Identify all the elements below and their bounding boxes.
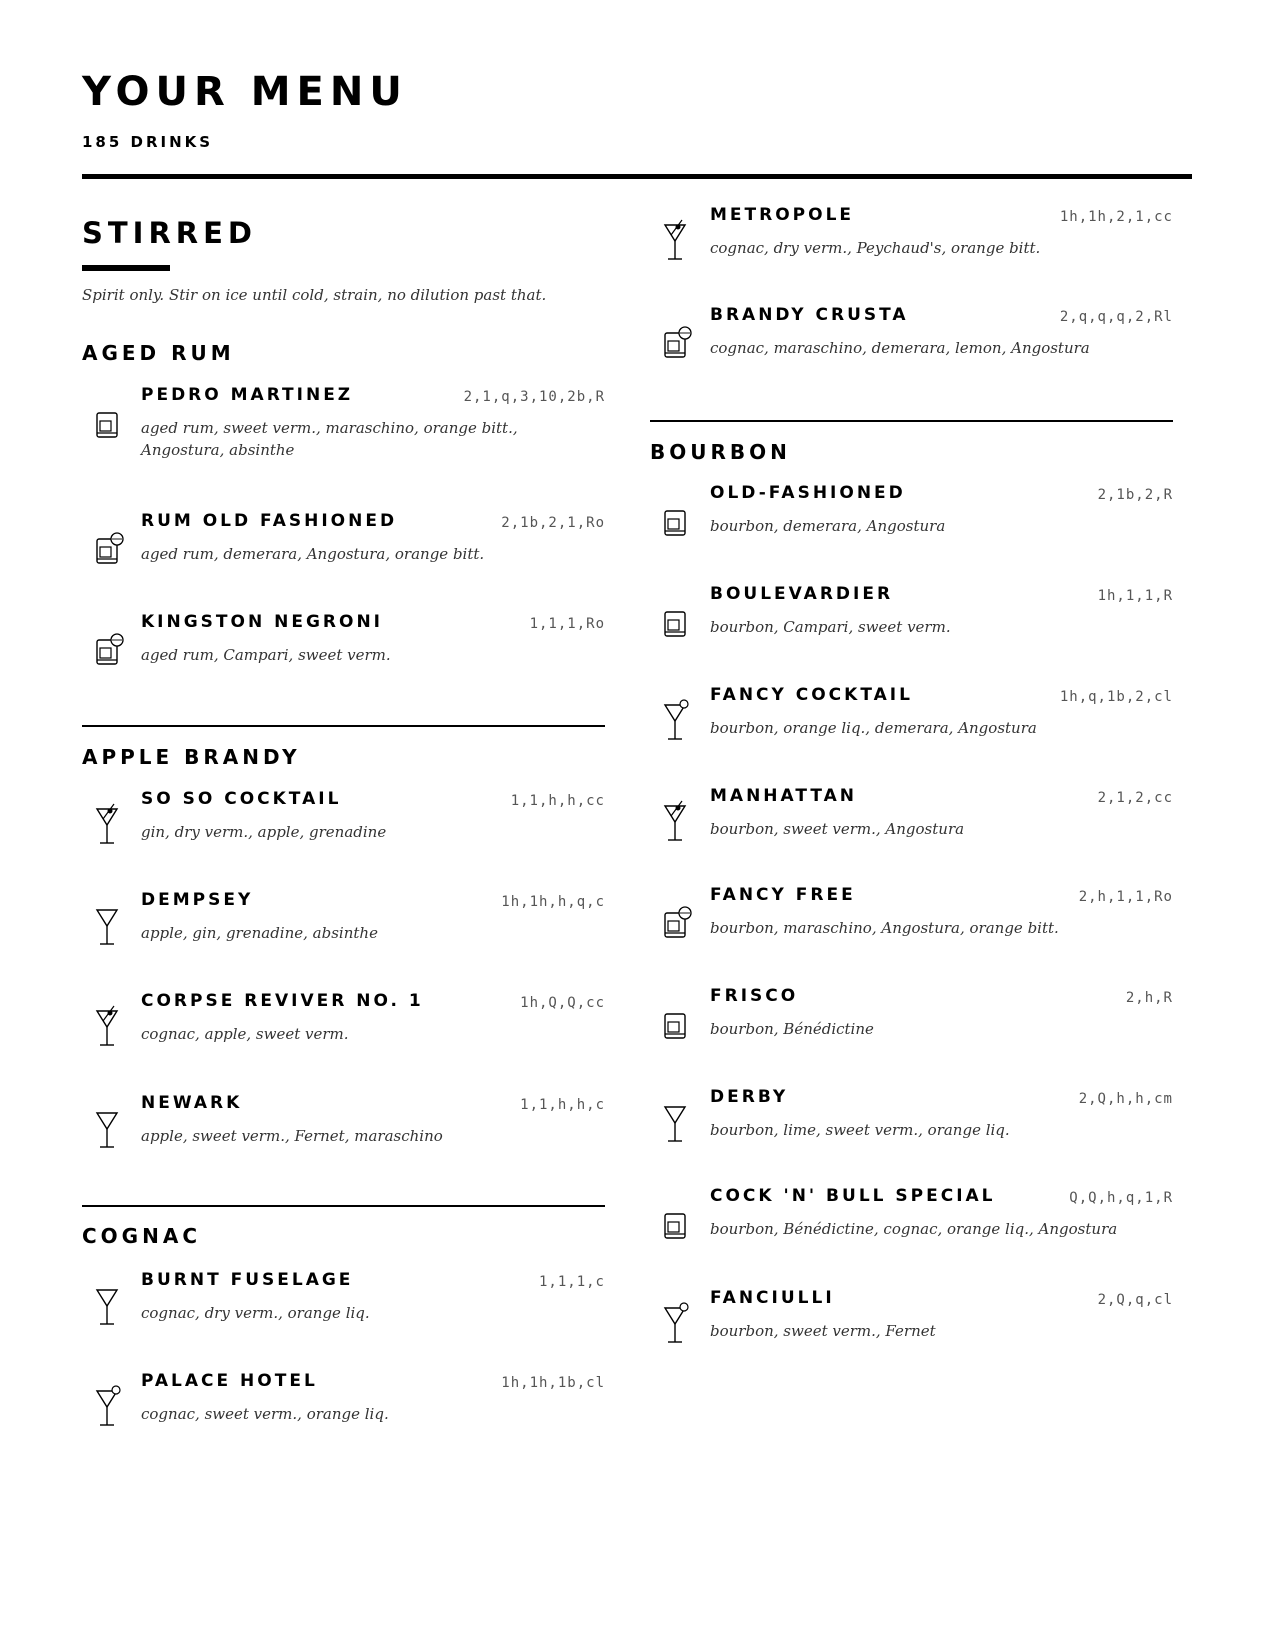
drink-code: 1h,1h,1b,cl — [501, 1375, 605, 1391]
drink-ingredients: cognac, apple, sweet verm. — [141, 1025, 349, 1043]
page-title: YOUR MENU — [82, 69, 408, 115]
cocktail-glass-olive-icon — [92, 1001, 122, 1057]
rocks-glass-orange-icon — [92, 622, 122, 678]
rocks-glass-icon — [660, 493, 690, 549]
drink-ingredients: bourbon, Bénédictine — [710, 1020, 874, 1038]
cocktail-glass-olive-icon — [660, 796, 690, 852]
drink-ingredients: aged rum, demerara, Angostura, orange bitt. — [141, 545, 485, 563]
drink-name: METROPOLE — [710, 205, 855, 225]
drink-item-corpse-reviver-no-1 — [92, 991, 605, 1071]
drink-ingredients: bourbon, sweet verm., Fernet — [710, 1322, 936, 1340]
cocktail-glass-lemon-icon — [660, 695, 690, 751]
section-title: STIRRED — [82, 216, 258, 250]
drink-name: SO SO COCKTAIL — [141, 789, 342, 809]
drink-code: 1h,1h,h,q,c — [501, 894, 605, 910]
drink-count: 185 DRINKS — [82, 133, 214, 151]
drink-name: BOULEVARDIER — [710, 584, 894, 604]
drink-code: 1h,Q,Q,cc — [520, 995, 605, 1011]
drink-code: Q,Q,h,q,1,R — [1069, 1190, 1173, 1206]
drink-item-brandy-crusta — [660, 305, 1173, 385]
drink-name: FANCY FREE — [710, 885, 856, 905]
rocks-glass-icon — [92, 395, 122, 451]
cocktail-glass-icon — [660, 1097, 690, 1153]
drink-item-burnt-fuselage — [92, 1270, 605, 1350]
group-title-aged-rum: AGED RUM — [82, 341, 235, 365]
drink-ingredients: aged rum, sweet verm., maraschino, orange bitt., Angostura, absinthe — [141, 419, 518, 459]
cocktail-glass-olive-icon — [92, 799, 122, 855]
drink-item-dempsey — [92, 890, 605, 970]
drink-code: 1,1,1,c — [538, 1274, 605, 1290]
drink-code: 2,1,q,3,10,2b,R — [463, 389, 605, 405]
drink-code: 2,1b,2,R — [1097, 487, 1173, 503]
drink-ingredients: aged rum, Campari, sweet verm. — [141, 646, 391, 664]
rocks-glass-lemon-icon — [660, 315, 690, 371]
drink-item-frisco — [660, 986, 1173, 1066]
drink-name: PEDRO MARTINEZ — [141, 385, 354, 405]
drink-code: 1,1,h,h,cc — [510, 793, 605, 809]
drink-ingredients: bourbon, demerara, Angostura — [710, 517, 946, 535]
drink-code: 1h,q,1b,2,cl — [1059, 689, 1173, 705]
cocktail-glass-lemon-icon — [92, 1381, 122, 1437]
cocktail-glass-icon — [92, 900, 122, 956]
drink-name: BURNT FUSELAGE — [141, 1270, 354, 1290]
drink-item-kingston-negroni — [92, 612, 605, 692]
drink-item-rum-old-fashioned — [92, 511, 605, 591]
drink-item-manhattan — [660, 786, 1173, 866]
drink-name: CORPSE REVIVER NO. 1 — [141, 991, 424, 1011]
cocktail-glass-olive-icon — [660, 215, 690, 271]
drink-ingredients: bourbon, Campari, sweet verm. — [710, 618, 951, 636]
section-underline — [82, 265, 170, 271]
drink-code: 2,Q,q,cl — [1097, 1292, 1173, 1308]
drink-name: COCK 'N' BULL SPECIAL — [710, 1186, 996, 1206]
drink-ingredients: bourbon, lime, sweet verm., orange liq. — [710, 1121, 1010, 1139]
drink-code: 2,h,R — [1125, 990, 1173, 1006]
cocktail-glass-icon — [92, 1103, 122, 1159]
drink-item-boulevardier — [660, 584, 1173, 664]
rocks-glass-icon — [660, 1196, 690, 1252]
rocks-glass-icon — [660, 996, 690, 1052]
drink-name: PALACE HOTEL — [141, 1371, 318, 1391]
drink-ingredients: bourbon, sweet verm., Angostura — [710, 820, 965, 838]
drink-name: FRISCO — [710, 986, 799, 1006]
drink-item-old-fashioned — [660, 483, 1173, 563]
drink-code: 2,q,q,q,2,Rl — [1059, 309, 1173, 325]
drink-item-newark — [92, 1093, 605, 1173]
drink-item-metropole — [660, 205, 1173, 285]
drink-name: BRANDY CRUSTA — [710, 305, 909, 325]
drink-item-palace-hotel — [92, 1371, 605, 1451]
rocks-glass-orange-icon — [92, 521, 122, 577]
drink-code: 2,h,1,1,Ro — [1078, 889, 1173, 905]
drink-item-fancy-cocktail — [660, 685, 1173, 765]
drink-item-fancy-free — [660, 885, 1173, 965]
group-title-apple-brandy: APPLE BRANDY — [82, 745, 301, 769]
drink-ingredients: cognac, sweet verm., orange liq. — [141, 1405, 389, 1423]
header-divider — [82, 174, 1192, 179]
group-divider — [82, 725, 605, 727]
drink-code: 1h,1,1,R — [1097, 588, 1173, 604]
drink-code: 1,1,h,h,c — [520, 1097, 605, 1113]
drink-ingredients: bourbon, orange liq., demerara, Angostura — [710, 719, 1037, 737]
drink-ingredients: bourbon, Bénédictine, cognac, orange liq., Angostura — [710, 1220, 1118, 1238]
drink-ingredients: apple, sweet verm., Fernet, maraschino — [141, 1127, 443, 1145]
group-divider — [650, 420, 1173, 422]
cocktail-glass-lemon-icon — [660, 1298, 690, 1354]
drink-code: 2,1b,2,1,Ro — [501, 515, 605, 531]
drink-name: DERBY — [710, 1087, 789, 1107]
rocks-glass-icon — [660, 594, 690, 650]
drink-ingredients: apple, gin, grenadine, absinthe — [141, 924, 378, 942]
section-note: Spirit only. Stir on ice until cold, strain, no dilution past that. — [82, 286, 547, 304]
drink-ingredients: cognac, dry verm., Peychaud's, orange bitt. — [710, 239, 1041, 257]
drink-name: KINGSTON NEGRONI — [141, 612, 384, 632]
drink-name: OLD-FASHIONED — [710, 483, 906, 503]
drink-ingredients: bourbon, maraschino, Angostura, orange bitt. — [710, 919, 1059, 937]
drink-name: RUM OLD FASHIONED — [141, 511, 398, 531]
drink-item-so-so-cocktail — [92, 789, 605, 869]
drink-name: FANCIULLI — [710, 1288, 835, 1308]
cocktail-glass-icon — [92, 1280, 122, 1336]
rocks-glass-orange-icon — [660, 895, 690, 951]
drink-name: FANCY COCKTAIL — [710, 685, 913, 705]
drink-ingredients: gin, dry verm., apple, grenadine — [141, 823, 387, 841]
group-title-bourbon: BOURBON — [650, 440, 791, 464]
drink-code: 2,Q,h,h,cm — [1078, 1091, 1173, 1107]
group-title-cognac: COGNAC — [82, 1224, 201, 1248]
drink-item-pedro-martinez — [92, 385, 605, 465]
group-divider — [82, 1205, 605, 1207]
drink-ingredients: cognac, dry verm., orange liq. — [141, 1304, 370, 1322]
drink-ingredients: cognac, maraschino, demerara, lemon, Angostura — [710, 339, 1090, 357]
drink-name: MANHATTAN — [710, 786, 858, 806]
drink-item-cock-n-bull-special — [660, 1186, 1173, 1266]
drink-item-derby — [660, 1087, 1173, 1167]
drink-code: 1h,1h,2,1,cc — [1059, 209, 1173, 225]
drink-code: 2,1,2,cc — [1097, 790, 1173, 806]
drink-name: DEMPSEY — [141, 890, 254, 910]
drink-name: NEWARK — [141, 1093, 243, 1113]
drink-code: 1,1,1,Ro — [529, 616, 605, 632]
drink-item-fanciulli — [660, 1288, 1173, 1368]
